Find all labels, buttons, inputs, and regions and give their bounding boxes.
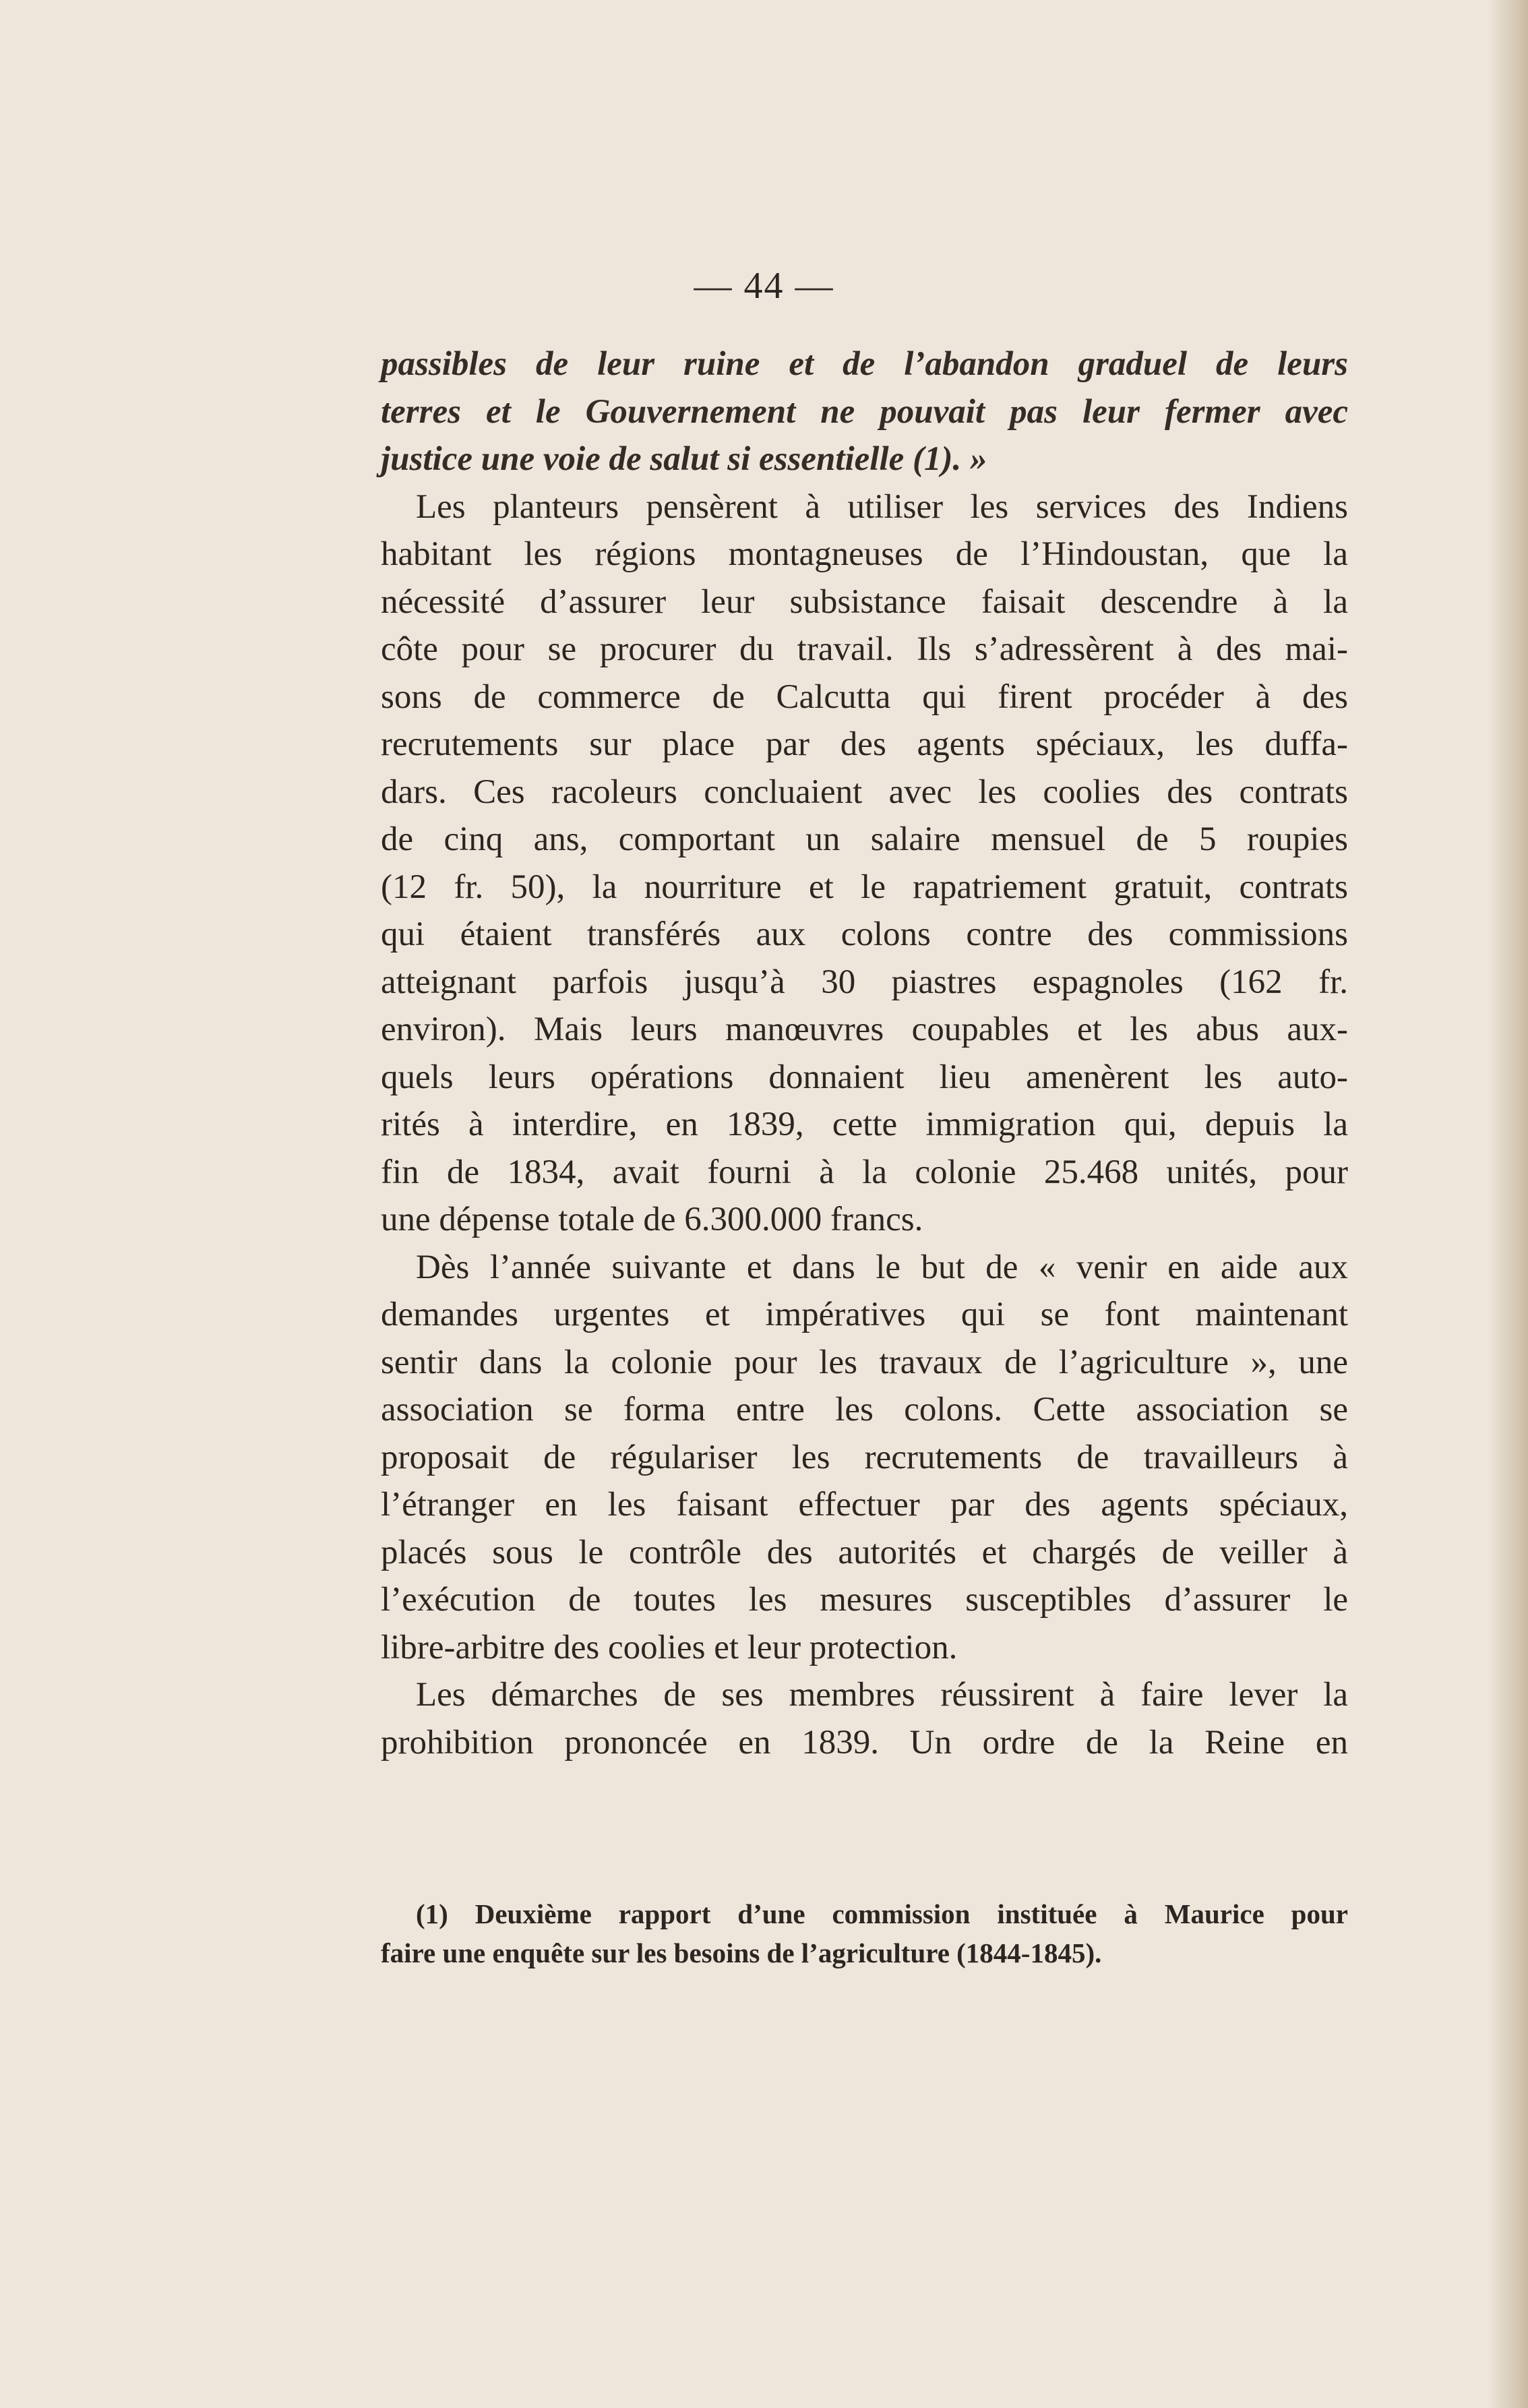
text-line: qui étaient transférés aux colons contre des commissions [381,915,1348,953]
text-line: côte pour se procurer du travail. Ils s’adressèrent à des mai- [381,630,1348,668]
text-line: passibles de leur ruine et de l’abandon graduel de leurs [381,345,1348,383]
body-text [381,340,1348,1766]
footnote-line: faire une enquête sur les besoins de l’agriculture (1844-1845). [381,1937,1102,1968]
text-line: de cinq ans, comportant un salaire mensuel de 5 roupies [381,820,1348,858]
text-line: Dès l’année suivante et dans le but de « venir en aide aux [416,1248,1348,1286]
footnote-line: (1) Deuxième rapport d’une commission instituée à Maurice pour [416,1898,1348,1929]
text-line: terres et le Gouvernement ne pouvait pas leur fermer avec [381,392,1348,431]
footnote [381,1894,1348,1973]
text-line: Les démarches de ses membres réussirent à faire lever la [416,1676,1348,1714]
page-edge-shadow [1488,0,1528,2408]
text-line: l’exécution de toutes les mesures susceptibles d’assurer le [381,1581,1348,1619]
text-line: (12 fr. 50), la nourriture et le rapatriement gratuit, contrats [381,868,1348,906]
text-line: placés sous le contrôle des autorités et chargés de veiller à [381,1533,1348,1571]
text-line: dars. Ces racoleurs concluaient avec les coolies des contrats [381,773,1348,811]
text-line: fin de 1834, avait fourni à la colonie 25.468 unités, pour [381,1153,1348,1191]
text-line: association se forma entre les colons. Cette association se [381,1391,1348,1428]
text-line: proposait de régulariser les recrutements de travailleurs à [381,1438,1348,1476]
text-line: l’étranger en les faisant effectuer par des agents spéciaux, [381,1486,1348,1524]
text-line: Les planteurs pensèrent à utiliser les services des Indiens [416,487,1348,526]
text-line: demandes urgentes et impératives qui se font maintenant [381,1296,1348,1333]
text-line: libre-arbitre des coolies et leur protection. [381,1628,958,1666]
text-line: une dépense totale de 6.300.000 francs. [381,1201,923,1238]
text-line: nécessité d’assurer leur subsistance faisait descendre à la [381,582,1348,621]
text-line: prohibition prononcée en 1839. Un ordre de la Reine en [381,1723,1348,1762]
text-line: atteignant parfois jusqu’à 30 piastres espagnoles (162 fr. [381,963,1348,1001]
text-line: environ). Mais leurs manœuvres coupables et les abus aux- [381,1011,1348,1048]
text-line: justice une voie de salut si essentielle (1). » [381,440,987,478]
text-line: recrutements sur place par des agents spéciaux, les duffa- [381,725,1348,763]
text-line: sons de commerce de Calcutta qui firent procéder à des [381,678,1348,716]
page-number: — 44 — [694,265,834,307]
text-line: rités à interdire, en 1839, cette immigration qui, depuis la [381,1106,1348,1143]
text-line: quels leurs opérations donnaient lieu amenèrent les auto- [381,1058,1348,1096]
text-line: habitant les régions montagneuses de l’Hindoustan, que la [381,535,1348,573]
text-line: sentir dans la colonie pour les travaux de l’agriculture », une [381,1343,1348,1381]
